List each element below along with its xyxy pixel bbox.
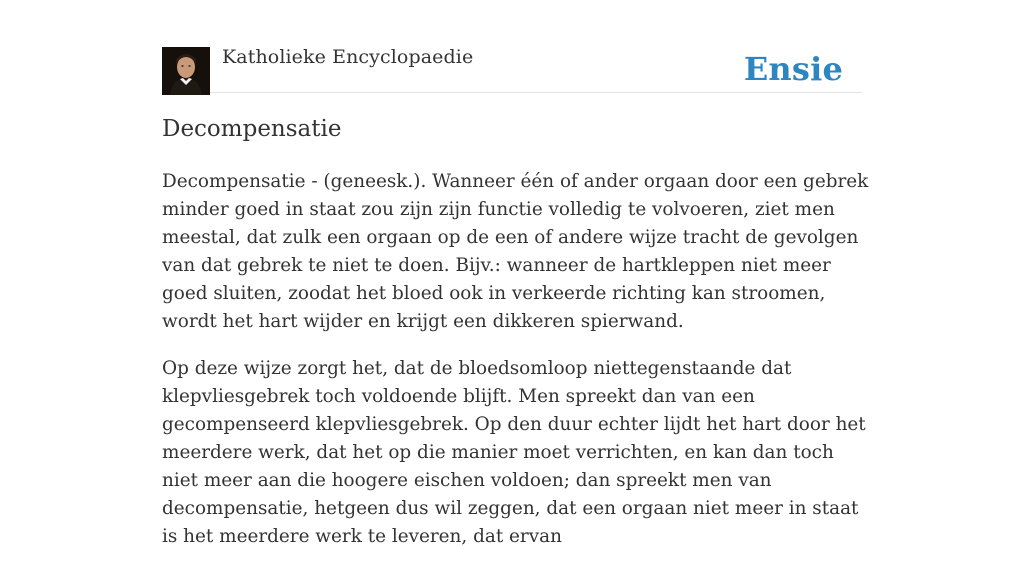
article-body (162, 168, 870, 570)
site-header (162, 0, 862, 93)
article-paragraph: Decompensatie - (geneesk.). Wanneer één of ander orgaan door een gebrek minder goed in staat zou zijn zijn functie volledig te volvoeren, ziet men meestal, dat zulk een orgaan op de een of andere wijze tracht de gevolgen van dat gebrek te niet te doen. Bijv.: wanneer de hartkleppen niet meer goed sluiten, zoodat het bloed ook in verkeerde richting kan stroomen, wordt het hart wijder en krijgt een dikkeren spierwand. (162, 171, 869, 332)
page-container (162, 0, 869, 547)
page-title: Decompensatie (162, 116, 342, 142)
article-paragraph: Op deze wijze zorgt het, dat de bloedsomloop niettegenstaande dat klepvliesgebrek toch voldoende blijft. Men spreekt dan van een gecompenseerd klepvliesgebrek. Op den duur echter lijdt het hart door het meerdere werk, dat het op die manier moet verrichten, en kan dan toch niet meer aan die hoogere eischen voldoen; dan spreekt men van decompensatie, hetgeen dus wil zeggen, dat een orgaan niet meer in staat is het meerdere werk te leveren, dat ervan (162, 358, 866, 547)
brand-logo[interactable]: Ensie (743, 50, 843, 88)
source-name[interactable]: Katholieke Encyclopaedie (222, 46, 474, 68)
portrait-icon (162, 47, 210, 95)
avatar[interactable] (162, 47, 210, 95)
